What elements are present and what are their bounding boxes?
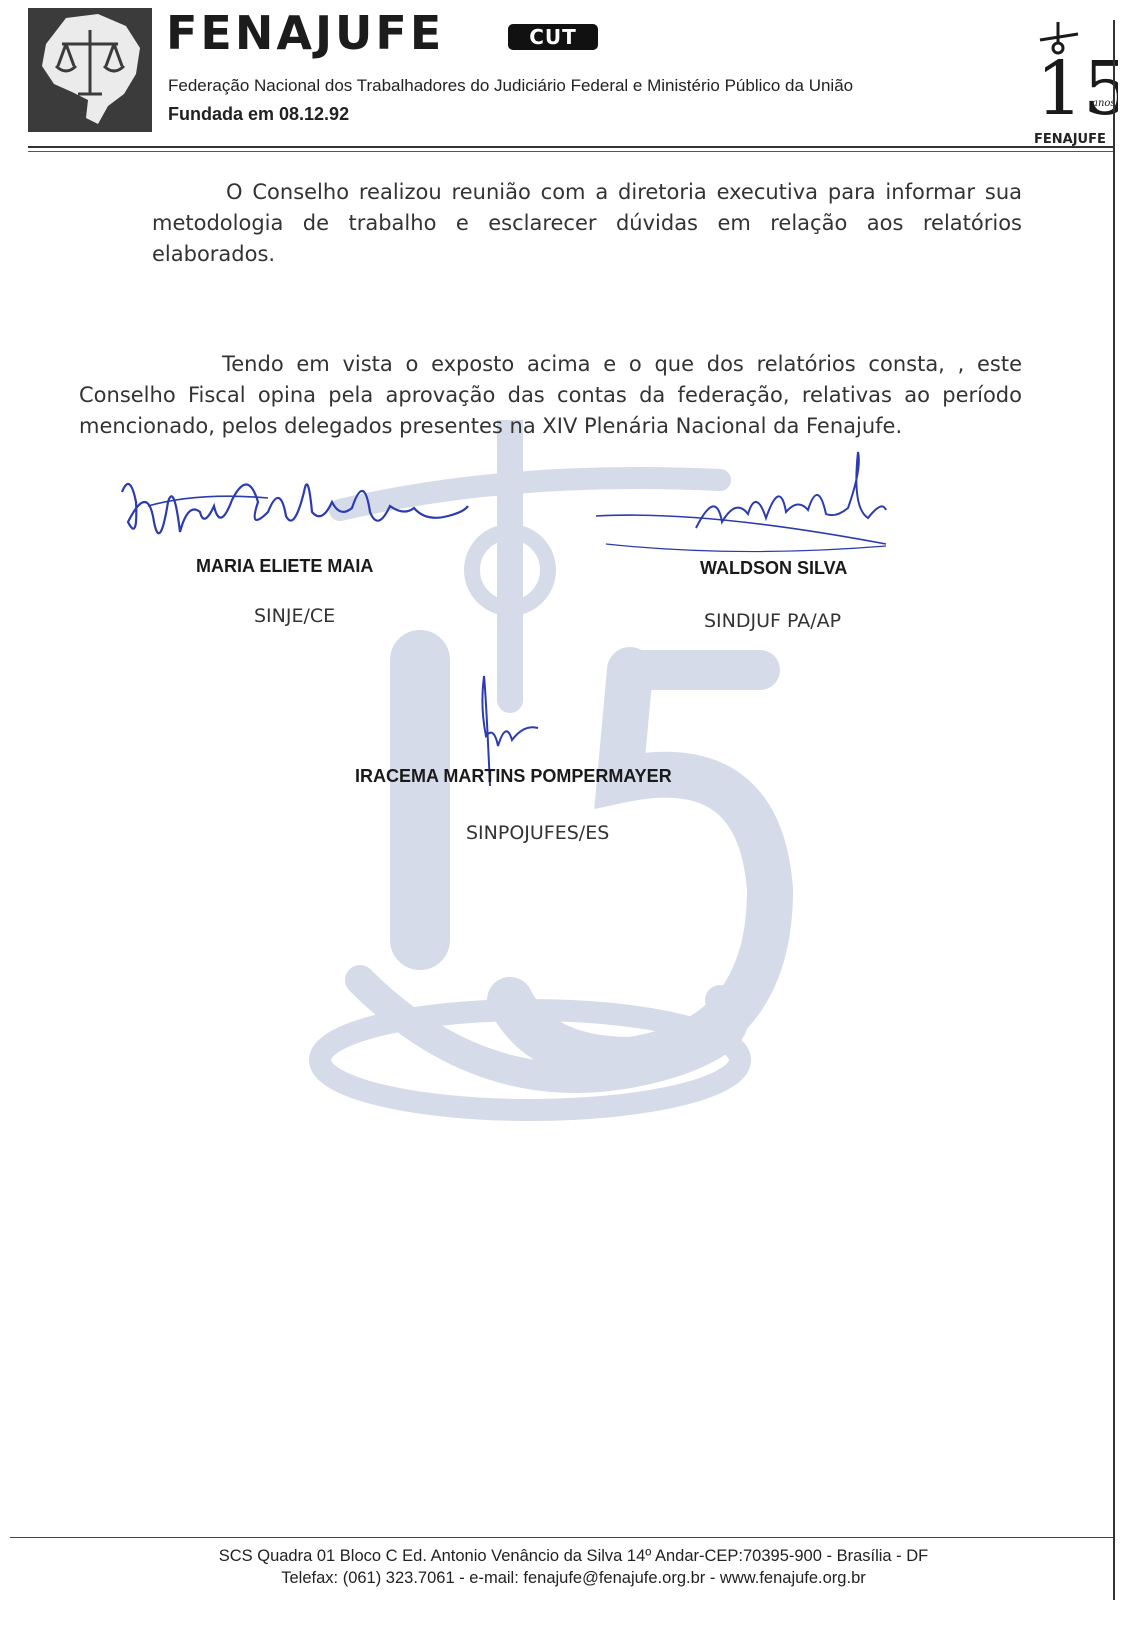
signatory-name-3: IRACEMA MARTINS POMPERMAYER <box>355 766 672 786</box>
footer-contact: Telefax: (061) 323.7061 - e-mail: fenajufe@fenajufe.org.br - www.fenajufe.org.br <box>281 1569 866 1587</box>
signatory-name-1: MARIA ELIETE MAIA <box>196 556 374 576</box>
anniversary-logo-label: FENAJUFE <box>1034 132 1106 147</box>
right-margin-rule <box>1113 20 1115 1600</box>
footer-rule <box>10 1537 1113 1538</box>
brazil-map-scales-logo <box>28 8 152 132</box>
signature-waldson-silva <box>586 448 906 572</box>
paragraph-meeting: O Conselho realizou reunião com a diretoria executiva para informar sua metodologia de trabalho e esclarecer dúvidas em relação aos relatórios elaborados. <box>152 180 1022 266</box>
header-rule <box>28 146 1113 148</box>
signature-iracema-martins-pompermayer <box>460 666 570 820</box>
cut-badge: CUT <box>508 24 598 50</box>
org-name: FENAJUFE <box>166 6 445 60</box>
signatory-union-2: SINDJUF PA/AP <box>704 610 842 632</box>
org-full-name: Federação Nacional dos Trabalhadores do Judiciário Federal e Ministério Público da União <box>168 76 854 95</box>
signatory-union-1: SINJE/CE <box>254 605 336 627</box>
footer-address: SCS Quadra 01 Bloco C Ed. Antonio Venâncio da Silva 14º Andar-CEP:70395-900 - Brasília - DF <box>218 1547 929 1565</box>
svg-text:anos: anos <box>1092 98 1116 109</box>
founded-date: Fundada em 08.12.92 <box>168 104 350 124</box>
header-rule-thin <box>28 151 1113 152</box>
signatory-union-3: SINPOJUFES/ES <box>466 822 610 844</box>
anniversary-15-logo <box>1032 18 1118 148</box>
paragraph-opinion: Tendo em vista o exposto acima e o que dos relatórios consta, , este Conselho Fiscal opina pela aprovação das contas da federação, relativas ao período mencionado, pelos delegados presentes na XIV Plenária Nacional da Fenajufe. <box>79 352 1022 438</box>
svg-text:15: 15 <box>1036 46 1118 132</box>
signatory-name-2: WALDSON SILVA <box>700 558 848 578</box>
